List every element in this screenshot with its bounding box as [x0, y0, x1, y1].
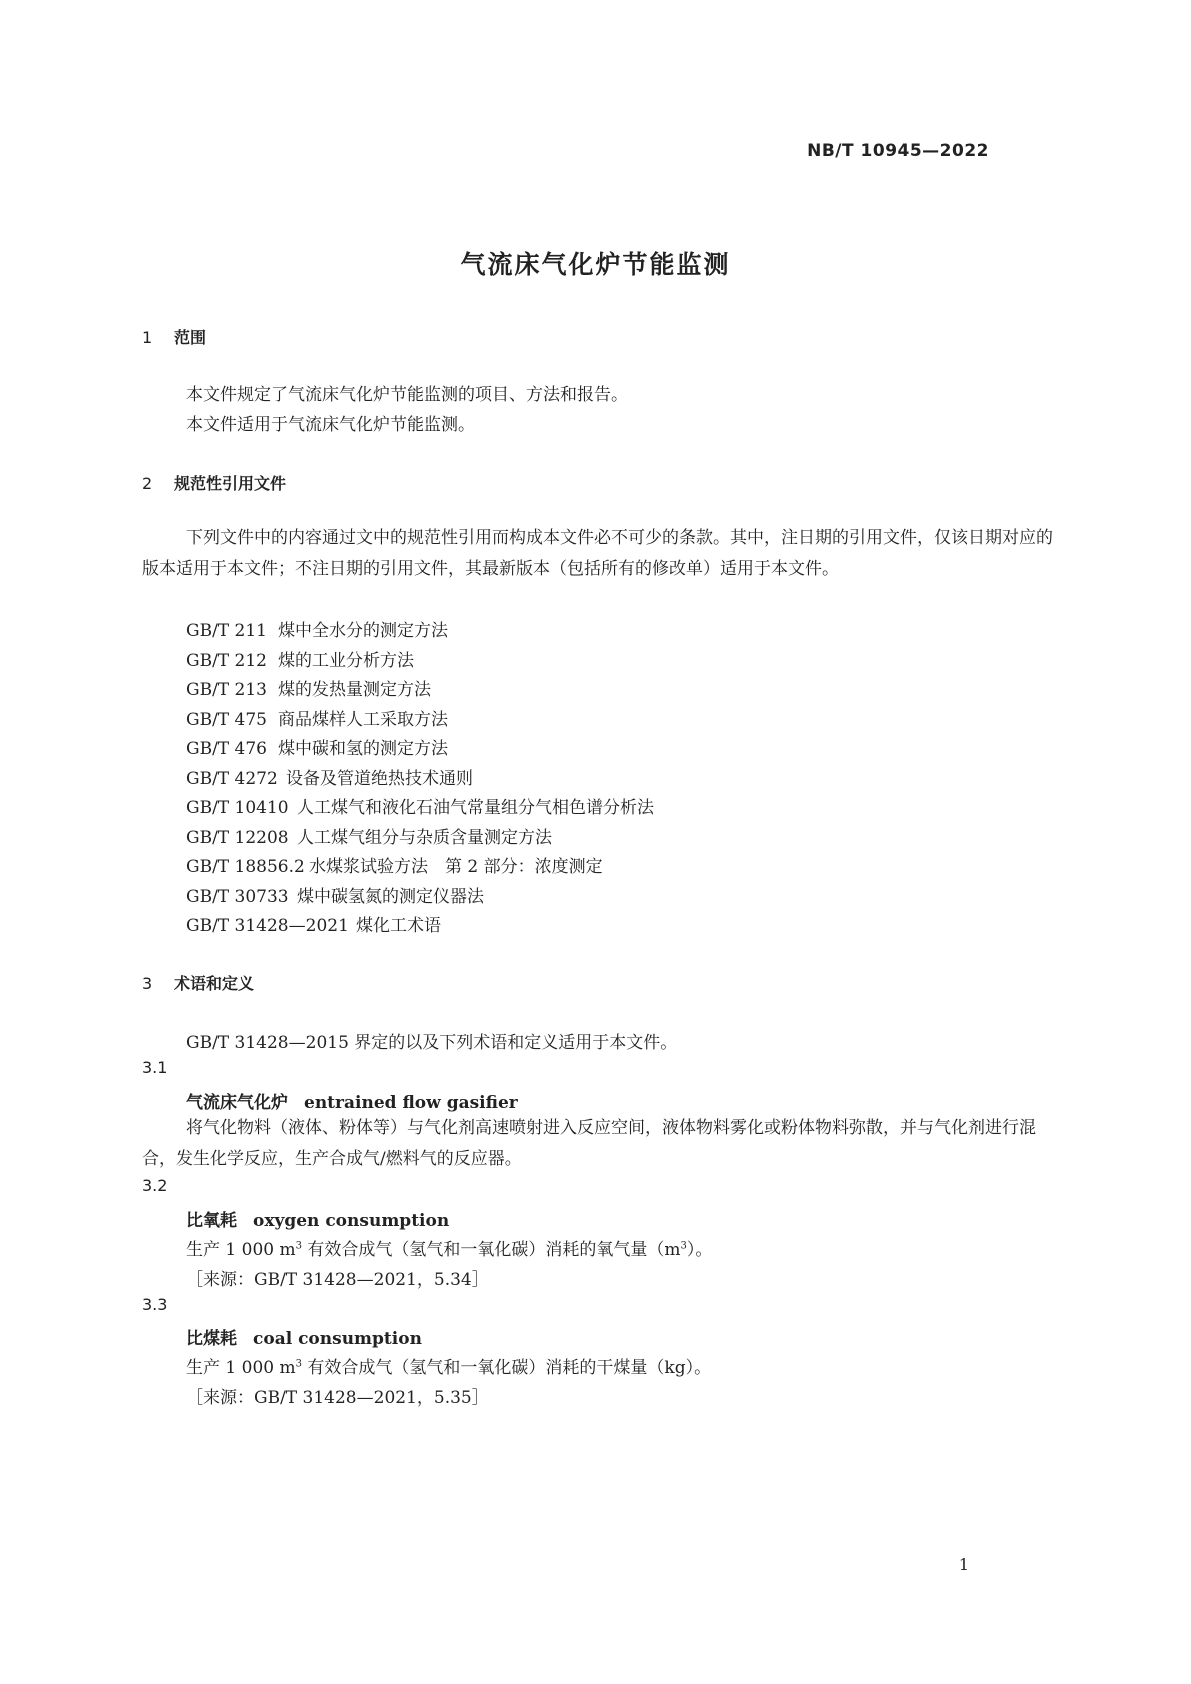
- term-definition: 生产 1 000 $m^3$ 有效合成气（氢气和一氧化碳）消耗的氧气量$(m^3)$。: [186, 1240, 713, 1260]
- term-heading: [186, 1324, 422, 1349]
- scope-paragraph: 本文件规定了气流床气化炉节能监测的项目、方法和报告。: [186, 385, 628, 405]
- section-heading-normative-references: [142, 471, 286, 494]
- section-number: 3: [142, 974, 153, 993]
- section-title: 术语和定义: [174, 974, 255, 993]
- section-number: 2: [142, 474, 153, 493]
- term-cn: 比氧耗: [186, 1211, 237, 1231]
- section-title: 规范性引用文件: [174, 474, 287, 493]
- term-definition: 生产 1 000 $m^3$ 有效合成气（氢气和一氧化碳）消耗的干煤量（kg）。: [186, 1358, 712, 1378]
- term-en: entrained flow gasifier: [304, 1093, 518, 1113]
- section-heading-scope: [142, 325, 206, 348]
- section-number: 1: [142, 328, 153, 347]
- page-number: 1: [958, 1555, 969, 1574]
- document-title: 气流床气化炉节能监测: [460, 250, 731, 279]
- term-number: 3.3: [142, 1295, 168, 1314]
- term-definition: 将气化物料（液体、粉体等）与气化剂高速喷射进入反应空间，液体物料雾化或粉体物料弥散，并与气化剂进行混合，发生化学反应，生产合成气/燃料气的反应器。: [142, 1118, 1036, 1169]
- reference-item: GB/T 30733 煤中碳氢氮的测定仪器法: [186, 887, 484, 907]
- references-intro: 下列文件中的内容通过文中的规范性引用而构成本文件必不可少的条款。其中，注日期的引用文件，仅该日期对应的版本适用于本文件；不注日期的引用文件，其最新版本（包括所有的修改单）适用于本文件。: [142, 528, 1053, 579]
- section-title: 范围: [174, 328, 207, 347]
- reference-item: GB/T 10410 人工煤气和液化石油气常量组分气相色谱分析法: [186, 798, 654, 818]
- reference-item: GB/T 212 煤的工业分析方法: [186, 651, 414, 671]
- reference-item: GB/T 476 煤中碳和氢的测定方法: [186, 739, 448, 759]
- term-source: ［来源：GB/T 31428—2021，5.34］: [186, 1270, 489, 1290]
- term-heading: [186, 1088, 518, 1113]
- term-source: ［来源：GB/T 31428—2021，5.35］: [186, 1388, 489, 1408]
- term-cn: 气流床气化炉: [186, 1093, 288, 1113]
- term-cn: 比煤耗: [186, 1329, 237, 1349]
- reference-item: GB/T 18856.2 水煤浆试验方法 第 2 部分：浓度测定: [186, 857, 603, 877]
- term-en: coal consumption: [253, 1329, 422, 1349]
- reference-item: GB/T 475 商品煤样人工采取方法: [186, 710, 448, 730]
- scope-paragraph: 本文件适用于气流床气化炉节能监测。: [186, 415, 475, 435]
- reference-item: GB/T 4272 设备及管道绝热技术通则: [186, 769, 473, 789]
- term-number: 3.2: [142, 1176, 168, 1195]
- term-heading: [186, 1206, 449, 1231]
- reference-item: GB/T 213 煤的发热量测定方法: [186, 680, 431, 700]
- reference-item: GB/T 211 煤中全水分的测定方法: [186, 621, 448, 641]
- reference-item: GB/T 12208 人工煤气组分与杂质含量测定方法: [186, 828, 552, 848]
- standard-code: NB/T 10945—2022: [807, 141, 989, 161]
- term-number: 3.1: [142, 1058, 168, 1077]
- section-heading-terms: [142, 971, 254, 994]
- term-en: oxygen consumption: [253, 1211, 450, 1231]
- reference-item: GB/T 31428—2021 煤化工术语: [186, 916, 441, 936]
- terms-intro: GB/T 31428—2015 界定的以及下列术语和定义适用于本文件。: [186, 1033, 678, 1053]
